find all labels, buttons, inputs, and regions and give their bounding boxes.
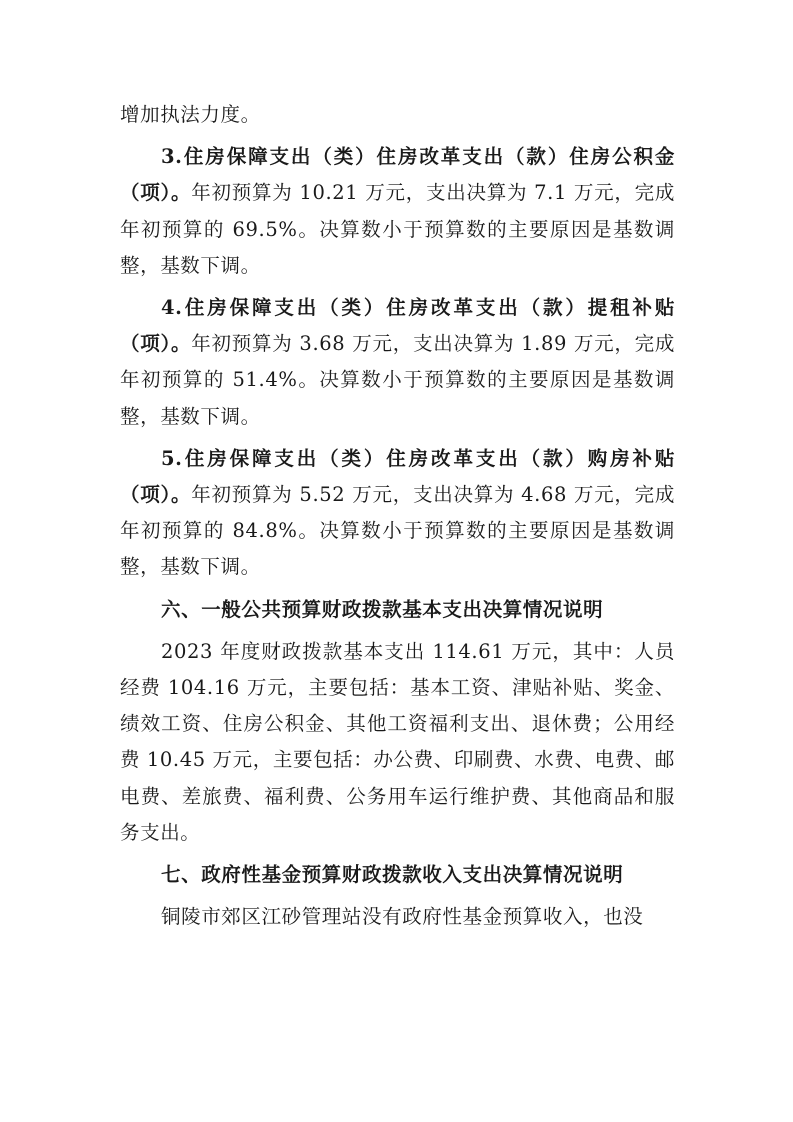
item-5-body: 年初预算为 5.52 万元，支出决算为 4.68 万元，完成年初预算的 84.8%。决算数小于预算数的主要原因是基数调整，基数下调。 <box>120 483 675 579</box>
paragraph-item-5 <box>120 441 675 586</box>
paragraph-section-7: 铜陵市郊区江砂管理站没有政府性基金预算收入，也没 <box>161 905 644 929</box>
paragraph-item-3 <box>120 139 675 284</box>
item-4-title: 4.住房保障支出（类）住房改革支出（款）提租补贴（项）。 <box>120 296 675 356</box>
section-heading-6: 六、一般公共预算财政拨款基本支出决算情况说明 <box>161 597 604 621</box>
document-page <box>120 97 675 935</box>
item-3-title: 3.住房保障支出（类）住房改革支出（款）住房公积金（项）。 <box>120 145 675 205</box>
section-heading-7: 七、政府性基金预算财政拨款收入支出决算情况说明 <box>161 863 624 887</box>
paragraph-item-4 <box>120 290 675 435</box>
paragraph-continuation: 增加执法力度。 <box>120 103 261 126</box>
paragraph-section-6: 2023 年度财政拨款基本支出 114.61 万元，其中：人员经费 104.16 万元，主要包括：基本工资、津贴补贴、奖金、绩效工资、住房公积金、其他工资福利支出、退休费；公用经费 10.45 万元，主要包括：办公费、印刷费、水费、电费、邮电费、差旅费、福利费、公务用车运行维护费、其他商品和服务支出。 <box>120 639 675 844</box>
item-3-body: 年初预算为 10.21 万元，支出决算为 7.1 万元，完成年初预算的 69.5%。决算数小于预算数的主要原因是基数调整，基数下调。 <box>120 181 675 277</box>
item-4-body: 年初预算为 3.68 万元，支出决算为 1.89 万元，完成年初预算的 51.4%。决算数小于预算数的主要原因是基数调整，基数下调。 <box>120 332 675 428</box>
item-5-title: 5.住房保障支出（类）住房改革支出（款）购房补贴（项）。 <box>120 446 675 507</box>
